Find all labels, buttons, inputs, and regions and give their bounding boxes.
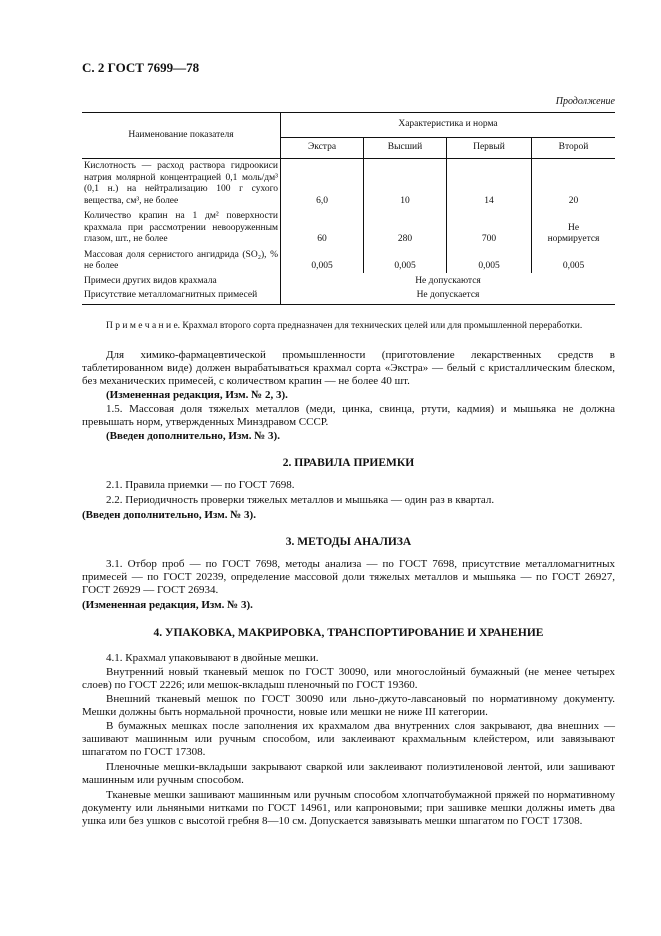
cell-value: 0,005	[281, 246, 364, 273]
paragraph: Для химико-фармацевтической промышленности (приготовление лекарственных средств в таблетированном виде) должен вырабатываться крахмал сорта «Экстра» — белый с кристаллическим блеском, без механических примесей, с количеством крапин — не более 40 шт.	[82, 349, 615, 387]
cell-value-span: Не допускается	[281, 287, 616, 304]
paragraph-3-1: 3.1. Отбор проб — по ГОСТ 7698, методы анализа — по ГОСТ 7698, присутствие металломагнитных примесей — по ГОСТ 20239, определение массовой доли тяжелых металлов и мышьяка — по ГОСТ 26927, ГОСТ 26929 — ГОСТ 26934.	[82, 558, 615, 596]
amendment-note: (Введен дополнительно, Изм. № 3).	[82, 509, 256, 521]
table-note: П р и м е ч а н и е. Крахмал второго сорта предназначен для технических целей или для промышленной переработки.	[106, 321, 583, 331]
paragraph: Внутренний новый тканевый мешок по ГОСТ 30090, или многослойный бумажный (не менее четырех слоев) по ГОСТ 2226; или мешок-вкладыш пленочный по ГОСТ 19360.	[82, 666, 615, 691]
section-heading-4: 4. УПАКОВКА, МАКРИРОВКА, ТРАНСПОРТИРОВАНИЕ И ХРАНЕНИЕ	[153, 627, 544, 639]
row-name: Количество крапин на 1 дм² поверхности крахмала при рассмотрении невооруженным глазом, шт., не более	[84, 211, 278, 244]
continuation-label: Продолжение	[555, 96, 615, 107]
row-name: Присутствие металломагнитных примесей	[82, 287, 281, 304]
table-row	[82, 159, 615, 208]
page-header: С. 2 ГОСТ 7699—78	[82, 60, 200, 75]
cell-value: 0,005	[364, 246, 447, 273]
table-row	[82, 246, 615, 273]
row-name: Кислотность — расход раствора гидроокиси натрия молярной концентрацией 0,1 моль/дм³ (0,1 н.) на нейтрализацию 100 г сухого вещества, см³, не более	[84, 161, 278, 206]
table-row	[82, 207, 615, 246]
grade-header-second: Второй	[532, 138, 616, 159]
grade-header-extra: Экстра	[281, 138, 364, 159]
table-row	[82, 287, 615, 304]
cell-value: Не нормируется	[532, 207, 616, 246]
characteristics-table	[82, 112, 615, 305]
column-header-name: Наименование показателя	[82, 113, 281, 159]
column-group-header: Характеристика и норма	[281, 113, 616, 138]
paragraph: Пленочные мешки-вкладыши закрывают сваркой или заклеивают полиэтиленовой лентой, или зашивают машинным или ручным способом.	[82, 761, 615, 786]
cell-value: 280	[364, 207, 447, 246]
grade-header-highest: Высший	[364, 138, 447, 159]
amendment-note: (Введен дополнительно, Изм. № 3).	[106, 430, 280, 442]
paragraph-2-2: 2.2. Периодичность проверки тяжелых металлов и мышьяка — один раз в квартал.	[106, 494, 495, 506]
cell-value: 60	[281, 207, 364, 246]
cell-value: 10	[364, 159, 447, 208]
cell-value: 0,005	[447, 246, 532, 273]
section-heading-3: 3. МЕТОДЫ АНАЛИЗА	[285, 536, 412, 548]
paragraph: В бумажных мешках после заполнения их крахмалом два внутренних слоя закрывают, два внешних — зашивают машинным или ручным способом, или заклеивают крахмальным клейстером, или завязывают шпагатом по ГОСТ 17308.	[82, 720, 615, 758]
cell-value: 6,0	[281, 159, 364, 208]
cell-value: 700	[447, 207, 532, 246]
cell-value: 0,005	[532, 246, 616, 273]
paragraph: Тканевые мешки зашивают машинным или ручным способом хлопчатобумажной пряжей по нормативному документу или льняными нитками по ГОСТ 14961, или капроновыми; при зашивке мешки должны иметь два ушка или без ушков с высотой гребня 8—10 см. Допускается завязывать мешки шпагатом по ГОСТ 17308.	[82, 789, 615, 827]
table-row	[82, 273, 615, 288]
section-heading-2: 2. ПРАВИЛА ПРИЕМКИ	[282, 457, 415, 469]
row-name: Примеси других видов крахмала	[84, 275, 217, 286]
amendment-note: (Измененная редакция, Изм. № 3).	[82, 599, 253, 611]
paragraph: Внешний тканевый мешок по ГОСТ 30090 или льно-джуто-лавсановый по нормативному документу. Мешки должны быть нормальной прочности, новые или мешки не ниже III категории.	[82, 693, 615, 718]
grade-header-first: Первый	[447, 138, 532, 159]
cell-value: 20	[532, 159, 616, 208]
paragraph-1-5: 1.5. Массовая доля тяжелых металлов (меди, цинка, свинца, ртути, кадмия) и мышьяка не должна превышать норм, утвержденных Минздравом СССР.	[82, 403, 615, 428]
amendment-note: (Измененная редакция, Изм. № 2, 3).	[106, 389, 288, 401]
row-name: Массовая доля сернистого ангидрида (SO₂), % не более	[84, 249, 278, 271]
paragraph-2-1: 2.1. Правила приемки — по ГОСТ 7698.	[106, 479, 295, 491]
paragraph-4-1: 4.1. Крахмал упаковывают в двойные мешки.	[106, 652, 319, 664]
cell-value: 14	[447, 159, 532, 208]
cell-value-span: Не допускаются	[281, 273, 616, 288]
